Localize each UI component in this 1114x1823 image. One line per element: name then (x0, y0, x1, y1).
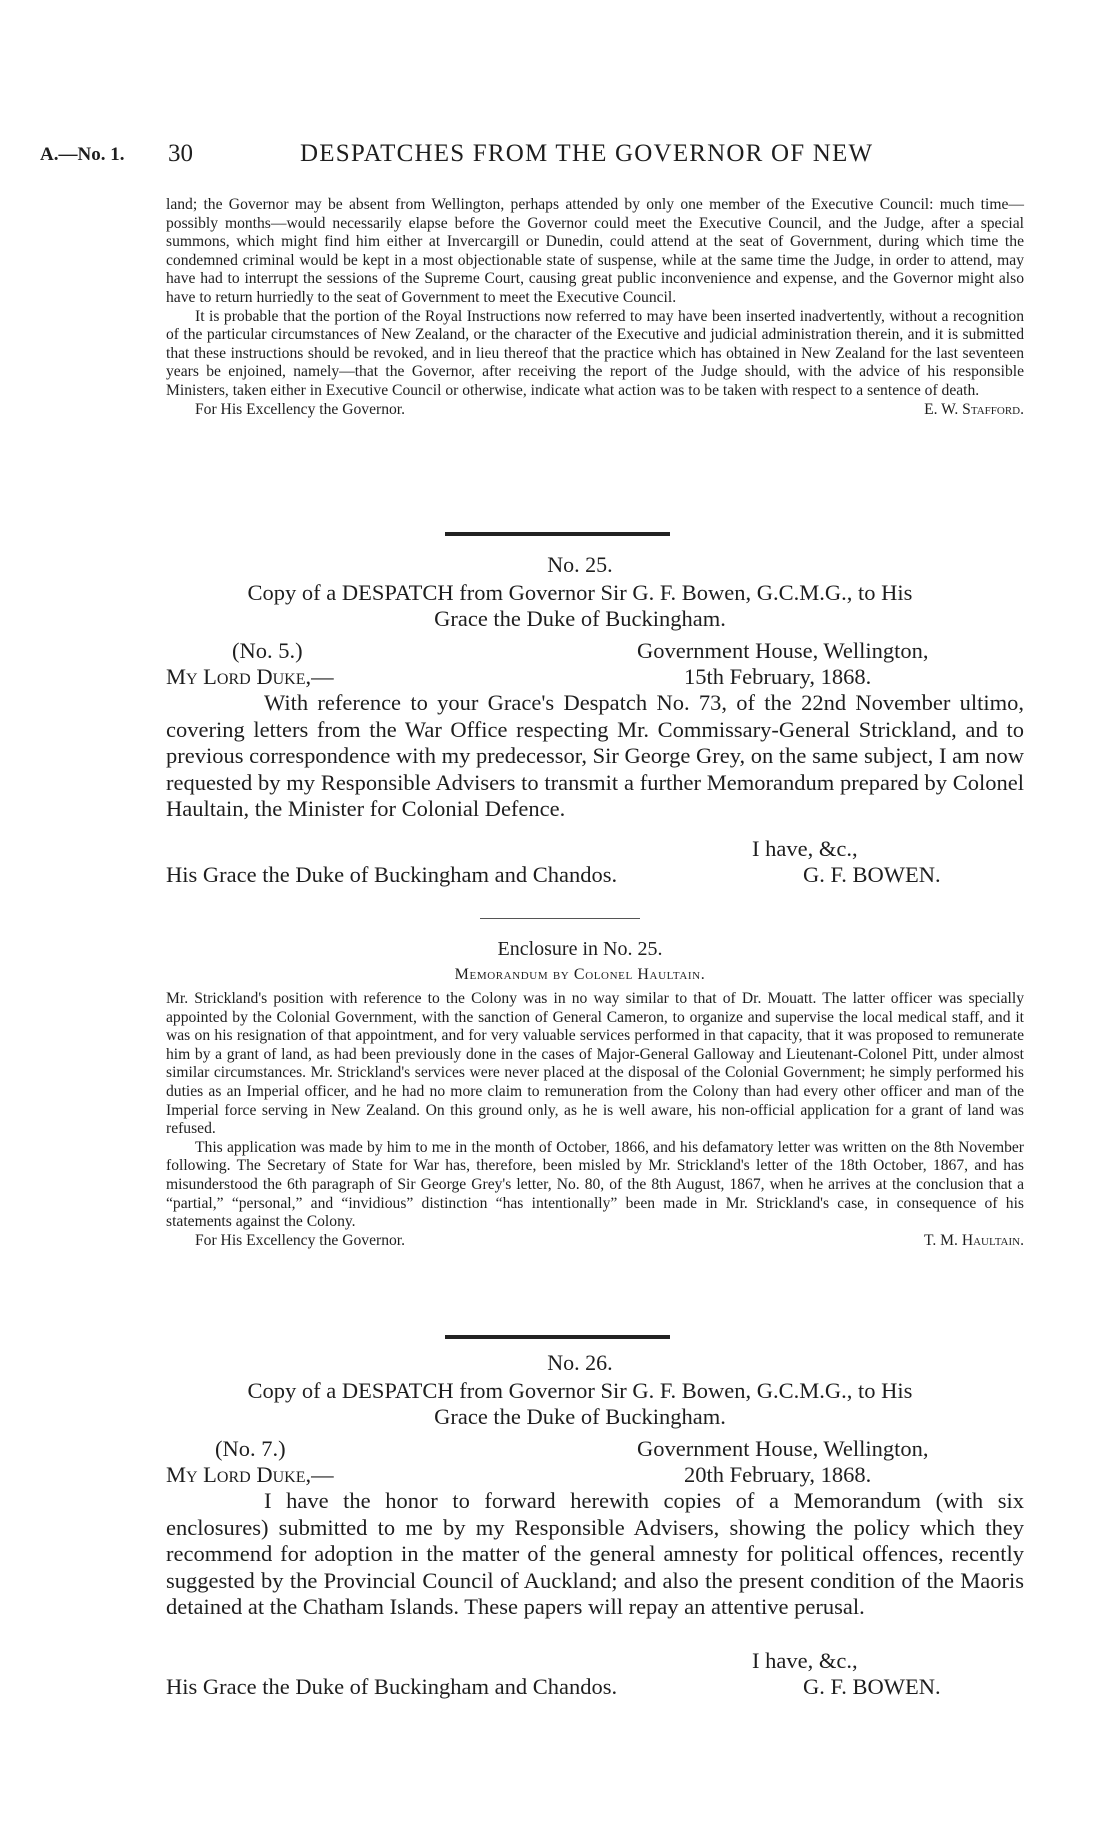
despatch-number: No. 26. (547, 1350, 613, 1375)
despatch-date: 20th February, 1868. (684, 1462, 872, 1487)
title-line: Copy of a DESPATCH from Governor Sir G. F. Bowen, G.C.M.G., to His (247, 580, 913, 605)
despatch-ref-number: (No. 7.) (215, 1436, 286, 1461)
closing: I have, &c., (752, 836, 858, 861)
section-divider (480, 918, 640, 919)
page-number: 30 (168, 140, 193, 167)
paragraph: Mr. Strickland's position with reference to the Colony was in no way similar to that of Dr. Mouatt. The latter officer was specially appointed by the Colonial Government, with the sanction of General Cameron, to organize and supervise the local medical staff, and it was on his resignation of that appointment, and for very valuable services performed in that capacity, that it was proposed to remunerate him by a grant of land, as had been previously done in the cases of Major-General Galloway and Lieutenant-Colonel Pitt, under almost similar circumstances. Mr. Strickland's services were never placed at the disposal of the Colonial Government; he simply performed his duties as an Imperial officer, and he had no more claim to remuneration from the Colony than had every other officer and man of the Imperial force serving in New Zealand. On this ground only, as he is well aware, his non-official application for a grant of land was refused. (166, 990, 1024, 1138)
signature-line (166, 401, 1024, 420)
memorandum-title: Memorandum by Colonel Haultain. (454, 966, 706, 983)
running-title: DESPATCHES FROM THE GOVERNOR OF NEW (300, 140, 874, 167)
previous-memorandum-continuation (166, 196, 1024, 419)
signatory-name: E. W. Stafford. (924, 400, 1024, 418)
despatch-place: Government House, Wellington, (637, 638, 929, 663)
paragraph: land; the Governor may be absent from Wellington, perhaps attended by only one member of the Executive Council: much time—possibly months—would necessarily elapse before the Governor could meet the Executive Council, and the Judge, after a special summons, which might find him either at Invercargill or Dunedin, could attend at the seat of Government, during which time the condemned criminal would be kept in a most objectionable state of suspense, while at the same time the Judge, in order to attend, may have had to interrupt the sessions of the Supreme Court, causing great public inconvenience and expense, and the Governor might also have to return hurriedly to the seat of Government to meet the Executive Council. (166, 196, 1024, 306)
signed-for: For His Excellency the Governor. (195, 400, 406, 418)
title-line: Grace the Duke of Buckingham. (434, 1404, 726, 1429)
closing: I have, &c., (752, 1648, 858, 1673)
enclosure-memorandum (166, 990, 1024, 1250)
page-header (40, 140, 1074, 172)
title-line: Copy of a DESPATCH from Governor Sir G. F. Bowen, G.C.M.G., to His (247, 1378, 913, 1403)
signature: G. F. BOWEN. (803, 1674, 941, 1699)
document-reference: A.—No. 1. (40, 144, 125, 165)
title-line: Grace the Duke of Buckingham. (434, 606, 726, 631)
paragraph: It is probable that the portion of the Royal Instructions now referred to may have been inserted inadvertently, without a recognition of the particular circumstances of New Zealand, or the character of the Executive and judicial administration therein, and it is submitted that these instructions should be revoked, and in lieu thereof that the practice which has obtained in New Zealand for the last seventeen years be enjoined, namely—that the Governor, after receiving the report of the Judge should, with the advice of his responsible Ministers, taken either in Executive Council or otherwise, indicate what action was to be taken with respect to a sentence of death. (166, 307, 1024, 399)
addressee: His Grace the Duke of Buckingham and Chandos. (166, 1674, 618, 1699)
despatch-ref-number: (No. 5.) (232, 638, 303, 663)
section-divider (445, 1335, 670, 1339)
addressee: His Grace the Duke of Buckingham and Chandos. (166, 862, 618, 887)
despatch-title (140, 580, 1020, 632)
signatory-name: T. M. Haultain. (924, 1231, 1024, 1249)
despatch-body (166, 1488, 1024, 1621)
paragraph: This application was made by him to me in the month of October, 1866, and his defamatory letter was written on the 8th November following. The Secretary of State for War has, therefore, been misled by Mr. Strickland's letter of the 18th October, 1867, and has misunderstood the 6th paragraph of Sir George Grey's letter, No. 80, of the 8th August, 1867, when he arrives at the conclusion that a “partial,” “personal,” and “invidious” distinction “has intentionally” been made in Mr. Strickland's case, in consequence of his statements against the Colony. (166, 1138, 1024, 1231)
signature-line (166, 1232, 1024, 1251)
despatch-body (166, 690, 1024, 823)
salutation: My Lord Duke,— (166, 664, 334, 689)
signed-for: For His Excellency the Governor. (195, 1231, 406, 1249)
salutation: My Lord Duke,— (166, 1462, 334, 1487)
despatch-title (140, 1378, 1020, 1430)
paragraph: With reference to your Grace's Despatch No. 73, of the 22nd November ultimo, covering letters from the War Office respecting Mr. Commissary-General Strickland, and to previous correspondence with my predecessor, Sir George Grey, on the same subject, I am now requested by my Responsible Advisers to transmit a further Memorandum prepared by Colonel Haultain, the Minister for Colonial Defence. (166, 690, 1024, 821)
paragraph: I have the honor to forward herewith copies of a Memorandum (with six enclosures) submitted to me by my Responsible Advisers, showing the policy which they recommend for adoption in the matter of the general amnesty for political offences, recently suggested by the Provincial Council of Auckland; and also the present condition of the Maoris detained at the Chatham Islands. These papers will repay an attentive perusal. (166, 1488, 1024, 1619)
enclosure-heading: Enclosure in No. 25. (497, 938, 663, 960)
despatch-number: No. 25. (547, 552, 613, 577)
despatch-date: 15th February, 1868. (684, 664, 872, 689)
despatch-place: Government House, Wellington, (637, 1436, 929, 1461)
signature: G. F. BOWEN. (803, 862, 941, 887)
section-divider (445, 532, 670, 536)
